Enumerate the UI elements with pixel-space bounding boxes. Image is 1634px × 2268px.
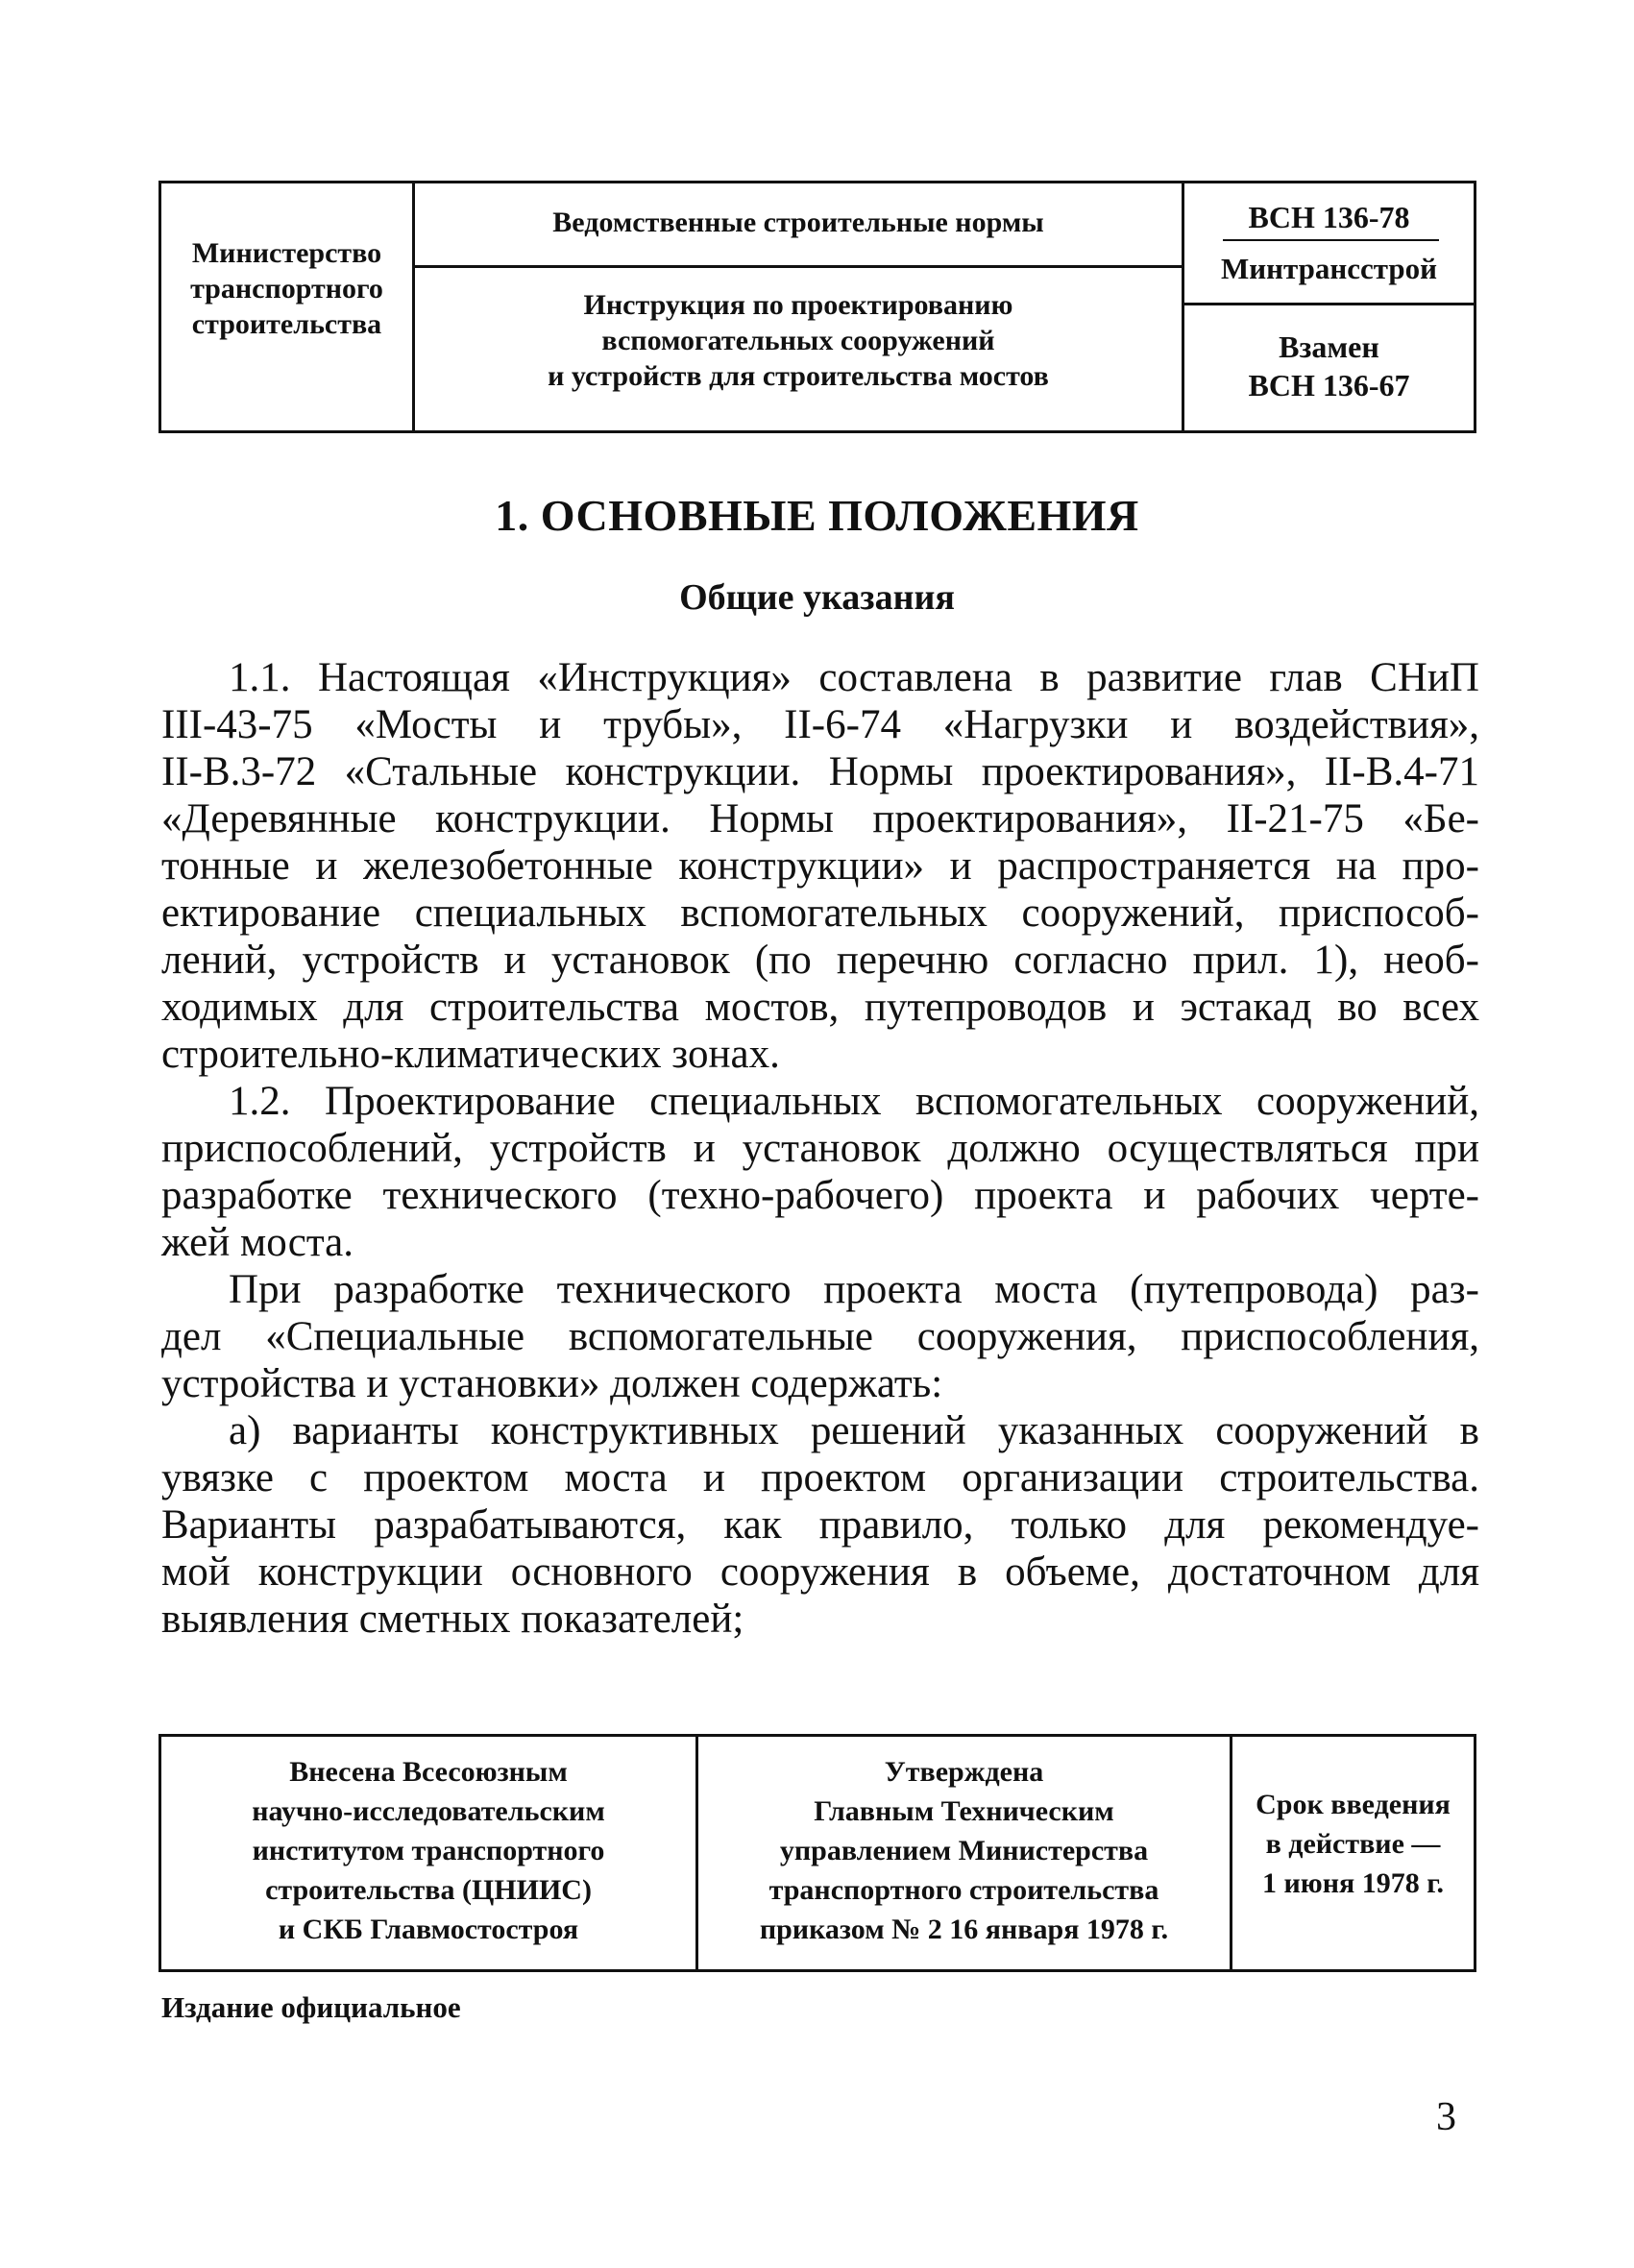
section-title: 1. ОСНОВНЫЕ ПОЛОЖЕНИЯ (495, 491, 1139, 540)
body-line: ходимых для строительства мостов, путепроводов и эстакад во всех (161, 985, 1479, 1030)
doc-title-line: и устройств для строительства мостов (548, 360, 1049, 392)
code-cell (1184, 200, 1474, 235)
ministry-line: Министерство (191, 237, 382, 269)
body-line: строительно-климатических зонах. (161, 1032, 780, 1077)
body-line: ектирование специальных вспомогательных сооружений, приспособ- (161, 890, 1479, 936)
header-table (159, 181, 1476, 433)
footer-table (159, 1734, 1476, 1972)
replaces-line: ВСН 136-67 (1248, 368, 1410, 402)
body-text (161, 655, 1479, 1645)
body-line: выявления сметных показателей; (161, 1597, 744, 1642)
introduced-by-line: Внесена Всесоюзным (289, 1756, 568, 1788)
effective-date-cell (1232, 1785, 1474, 1903)
doc-title-line: вспомогательных сооружений (601, 325, 995, 356)
doc-code: ВСН 136-78 (1248, 200, 1410, 234)
ministry-line: строительства (191, 308, 382, 340)
body-line: жей моста. (161, 1220, 354, 1265)
introduced-by-line: и СКБ Главмостостроя (278, 1914, 579, 1945)
effective-line: в действие — (1265, 1828, 1441, 1860)
replaces-line: Взамен (1279, 329, 1379, 364)
agency-name: Минтрансстрой (1221, 252, 1437, 285)
header-divider-4 (1184, 303, 1474, 305)
body-line: увязке с проектом моста и проектом организации строительства. (161, 1455, 1479, 1500)
norms-type: Ведомственные строительные нормы (552, 207, 1044, 238)
approved-by-cell (698, 1752, 1230, 1949)
body-line: 1.1. Настоящая «Инструкция» составлена в развитие глав СНиП (229, 655, 1479, 700)
approved-by-line: Главным Техническим (814, 1795, 1114, 1827)
code-underline (1223, 239, 1439, 241)
subsection-title: Общие указания (679, 577, 955, 618)
norms-type-cell (415, 205, 1182, 240)
body-line: приспособлений, устройств и установок должно осуществляться при (161, 1126, 1479, 1171)
introduced-by-cell (161, 1752, 695, 1949)
ministry-cell (161, 235, 412, 342)
approved-by-line: транспортного строительства (768, 1874, 1159, 1906)
body-line: «Деревянные конструкции. Нормы проектирования», II-21-75 «Бе- (161, 796, 1479, 841)
introduced-by-line: институтом транспортного (252, 1835, 605, 1866)
introduced-by-line: строительства (ЦНИИС) (265, 1874, 592, 1906)
doc-title-cell (415, 287, 1182, 394)
body-line: устройства и установки» должен содержать: (161, 1361, 943, 1406)
header-divider-3 (412, 265, 1182, 268)
body-line: разработке технического (техно-рабочего) проекта и рабочих черте- (161, 1173, 1479, 1218)
replaces-cell (1184, 328, 1474, 404)
approved-by-line: приказом № 2 16 января 1978 г. (759, 1914, 1169, 1945)
body-line: III-43-75 «Мосты и трубы», II-6-74 «Нагрузки и воздействия», (161, 702, 1479, 747)
effective-line: 1 июня 1978 г. (1262, 1867, 1444, 1899)
body-line: тонные и железобетонные конструкции» и распространяется на про- (161, 843, 1479, 889)
approved-by-line: Утверждена (884, 1756, 1044, 1788)
body-line: При разработке технического проекта моста (путепровода) раз- (229, 1267, 1479, 1312)
body-line: мой конструкции основного сооружения в объеме, достаточном для (161, 1549, 1479, 1595)
approved-by-line: управлением Министерства (779, 1835, 1149, 1866)
body-line: дел «Специальные вспомогательные сооружения, приспособления, (161, 1314, 1479, 1359)
doc-title-line: Инструкция по проектированию (583, 289, 1013, 321)
body-line: II-B.3-72 «Стальные конструкции. Нормы проектирования», II-B.4-71 (161, 749, 1479, 794)
introduced-by-line: научно-исследовательским (252, 1795, 605, 1827)
body-line: 1.2. Проектирование специальных вспомогательных сооружений, (229, 1079, 1479, 1124)
page-number: 3 (1436, 2095, 1456, 2139)
effective-line: Срок введения (1256, 1789, 1451, 1820)
body-line: а) варианты конструктивных решений указанных сооружений в (229, 1408, 1479, 1453)
edition-note: Издание официальное (161, 1990, 461, 2024)
body-line: лений, устройств и установок (по перечню согласно прил. 1), необ- (161, 938, 1479, 983)
agency-cell (1184, 251, 1474, 286)
ministry-line: транспортного (190, 273, 383, 305)
body-line: Варианты разрабатываются, как правило, только для рекомендуе- (161, 1502, 1479, 1548)
